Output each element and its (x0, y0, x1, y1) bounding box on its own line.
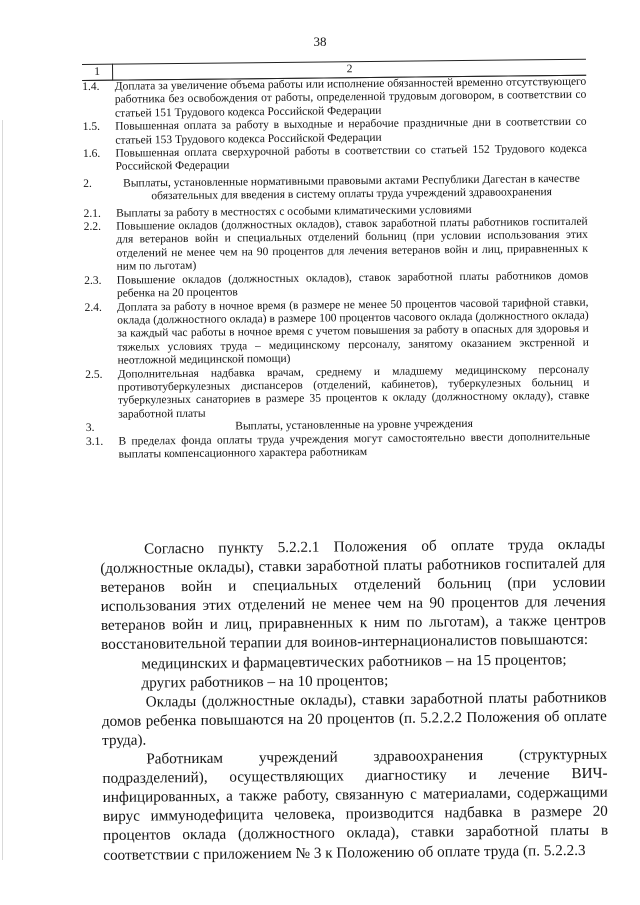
row-text: Повышенная оплата сверхурочной работы в соответствии со статьей 152 Трудового кодекса Российской Федерации (115, 142, 587, 174)
row-number: 1.4. (82, 80, 100, 93)
column-header-1: 1 (82, 64, 113, 80)
row-number: 2.1. (83, 207, 101, 220)
row-text: В пределах фонда оплаты труда учреждения могут самостоятельно ввести дополнительные выплаты компенсационного характера работникам (118, 430, 590, 461)
compensation-table (82, 59, 590, 463)
scan-edge-line (2, 120, 3, 860)
row-number: 3. (85, 422, 95, 435)
row-number: 2.2. (83, 220, 102, 234)
page-number: 38 (313, 34, 327, 49)
row-text: Дополнительная надбавка врачам, среднему и младшему медицинскому персоналу противотуберкулезных диспансеров (отделений, кабинетов), туберкулезных больниц и туберкулезных санаториев в размере 35 процентов к окладу (должностному окладу), ставке заработной платы (117, 363, 590, 421)
row-text: Выплаты, установленные нормативными правовыми актами Республики Дагестан в качестве обязательных для введения в систему оплаты труда учреждений здравоохранения (123, 172, 580, 203)
row-text: Выплаты, установленные на уровне учреждения (235, 418, 473, 433)
table-row (85, 363, 590, 422)
row-text: Доплата за работу в ночное время (в размере не менее 50 процентов часовой тарифной ставки, оклада (должностного оклада) в размере 100 процентов часового оклада (должностного оклада) за каждый час работы в ночное время с учетом повышения за работу в опасных для здоровья и тяжелых условиях труда – медицинскому персоналу, занятому оказанием экстренной и неотложной медицинской помощи) (116, 296, 590, 367)
row-number: 2.3. (84, 274, 102, 287)
row-number: 3.1. (85, 435, 104, 448)
paragraph: других работников – на 10 процентов; (141, 671, 389, 692)
paragraph: Оклады (должностные оклады), ставки заработной платы работников домов ребенка повышаются на 20 процентов (п. 5.2.2.2 Положения об оплате труда). (101, 688, 607, 749)
body-text (100, 535, 608, 865)
row-number: 1.5. (82, 121, 100, 134)
table-row (86, 430, 590, 462)
column-header-2: 2 (113, 59, 587, 80)
paragraph: Согласно пункту 5.2.2.1 Положения об оплате труда оклады (должностные оклады), ставки заработной платы работников госпиталей для ветеранов войн и специальных отделений больниц (при условии использования этих отделений не менее чем на 90 процентов для лечения ветеранов войн и лиц, приравненных к ним по льготам), а также центров восстановительной терапии для воинов-интернационалистов повышаются: (100, 535, 606, 654)
row-text: Повышение окладов (должностных окладов), ставок заработной платы работников домов ребенка на 20 процентов (116, 269, 589, 300)
row-text: Доплата за увеличение объема работы или исполнение обязанностей временно отсутствующего работника без освобождения от работы, определенной трудовым договором, в соответствии со статьей 151 Трудового кодекса Российской Федерации (114, 75, 587, 120)
table-row (84, 216, 589, 275)
row-number: 1.6. (82, 147, 101, 161)
row-number: 2.5. (85, 368, 103, 381)
row-number: 2.4. (84, 301, 102, 314)
row-number: 2. (83, 177, 92, 190)
row-text: Повышение окладов (должностных окладов), ставок заработной платы работников госпиталей для ветеранов войн и специальных отделений больниц (при условии использования этих отделений не менее чем на 90 процентов для лечения ветеранов войн и лиц, приравненных к ним по льготам) (116, 215, 589, 273)
table-row (84, 296, 589, 368)
table-row (82, 75, 586, 121)
paragraph: медицинских и фармацевтических работников – на 15 процентов; (141, 650, 567, 673)
row-text: Выплаты за работу в местностях с особыми климатическими условиями (116, 203, 472, 220)
paragraph: Работникам учреждений здравоохранения (структурных подразделений), осуществляющих диагностику и лечение ВИЧ-инфицированных, а также работу, связанную с материалами, содержащими вирус иммунодефицита человека, производится надбавка в размере 20 процентов оклада (должностного оклада), ставки заработной платы в соответствии с приложением № 3 к Положению об оплате труда (п. 5.2.2.3 (102, 745, 609, 864)
row-text: Повышенная оплата за работу в выходные и нерабочие праздничные дни в соответствии со статьей 153 Трудового кодекса Российской Федерации (115, 115, 587, 147)
